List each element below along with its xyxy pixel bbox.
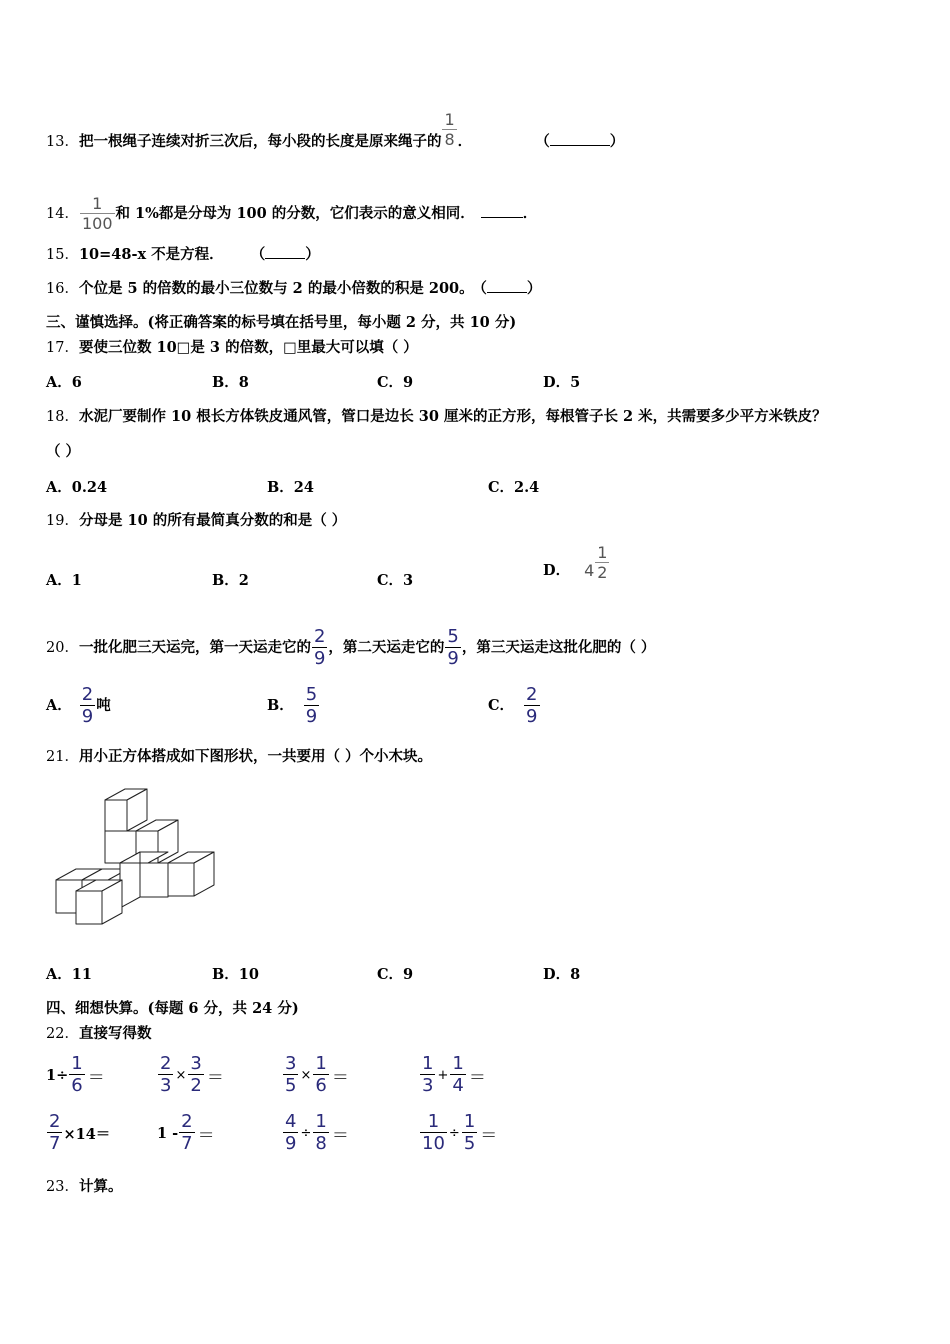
fraction-1-6: $\frac{1}{6}$	[71, 1053, 83, 1096]
cube-stack-figure	[50, 784, 225, 929]
question-text: 个位是 5 的倍数的最小三位数与 2 的最小倍数的积是 200。	[78, 280, 474, 297]
question-23	[46, 1177, 122, 1197]
calc-item[interactable]	[46, 1055, 105, 1095]
fraction-1-10: $\frac{1}{10}$	[422, 1111, 445, 1154]
question-number: 14．	[46, 206, 79, 222]
question-text: 分母是 10 的所有最简真分数的和是（ ）	[78, 512, 347, 529]
question-number: 20．	[46, 640, 79, 656]
fraction-1-4: $\frac{1}{4}$	[452, 1053, 464, 1096]
option-a[interactable]: A．11	[46, 966, 92, 983]
answer-blank[interactable]	[550, 133, 610, 146]
question-text: 要使三位数 10□是 3 的倍数，□里最大可以填（ ）	[78, 339, 418, 356]
fraction-5-9: $\frac{5}{9}$	[305, 684, 318, 727]
question-16	[46, 279, 541, 299]
fraction-5-9: $\frac{5}{9}$	[447, 626, 459, 669]
equals-sign: ＝	[87, 1067, 105, 1088]
question-number: 13．	[46, 134, 79, 150]
calc-item[interactable]	[419, 1055, 486, 1095]
option-c[interactable]: C．3	[377, 572, 414, 589]
option-c[interactable]: C． $\frac{2}{9}$	[488, 684, 538, 727]
option-c[interactable]: C．9	[377, 374, 414, 391]
calc-item[interactable]	[282, 1113, 349, 1153]
calc-item[interactable]	[282, 1055, 349, 1095]
mixed-whole: 4	[584, 561, 595, 580]
equals-sign: ＝	[468, 1067, 486, 1088]
section-3-heading: 三、谨慎选择。(将正确答案的标号填在括号里，每小题 2 分，共 10 分)	[46, 314, 517, 331]
question-number: 18．	[46, 409, 79, 425]
option-b[interactable]: B．8	[212, 374, 249, 391]
question-15	[46, 245, 320, 265]
option-a[interactable]: A．1	[46, 572, 82, 589]
fraction-2-7: $\frac{2}{7}$	[49, 1111, 61, 1154]
fraction-3-2: $\frac{3}{2}$	[190, 1053, 202, 1096]
question-21	[46, 747, 432, 767]
answer-bracket: （ ）	[535, 133, 625, 150]
section-4-heading: 四、细想快算。(每题 6 分，共 24 分)	[46, 1000, 299, 1017]
question-number: 15．	[46, 247, 79, 263]
question-22	[46, 1024, 151, 1044]
question-number: 16．	[46, 281, 79, 297]
answer-paren: （ ）	[46, 443, 81, 460]
answer-blank[interactable]	[265, 246, 305, 259]
question-text: 把一根绳子连续对折三次后，每小段的长度是原来绳子的	[78, 133, 442, 150]
answer-blank[interactable]	[481, 205, 523, 218]
option-a[interactable]: A．0.24	[46, 479, 108, 496]
fraction-1-2: $\frac{1}{2}$	[597, 543, 608, 582]
question-number: 17．	[46, 340, 79, 356]
calc-item[interactable]	[157, 1113, 215, 1153]
question-text: 直接写得数	[78, 1025, 152, 1042]
fraction-3-5: $\frac{3}{5}$	[285, 1053, 297, 1096]
equals-sign: ＝	[480, 1125, 498, 1146]
fraction-1-3: $\frac{1}{3}$	[422, 1053, 434, 1096]
question-text: 和 1%都是分母为 100 的分数，它们表示的意义相同．	[115, 205, 475, 222]
option-c[interactable]: C．2.4	[488, 479, 540, 496]
option-d[interactable]: D．8	[543, 966, 581, 983]
fraction-4-9: $\frac{4}{9}$	[285, 1111, 297, 1154]
cube-front	[76, 880, 122, 924]
question-number: 23．	[46, 1179, 79, 1195]
cube-top	[105, 789, 147, 831]
question-text: 10=48-x 不是方程．	[78, 246, 224, 263]
calc-operator: ×	[300, 1067, 312, 1083]
calc-operator: ×14＝	[63, 1125, 111, 1143]
fraction-2-9: $\frac{2}{9}$	[526, 684, 538, 727]
fraction-1-8: $\frac{1}{8}$	[444, 110, 455, 149]
option-b[interactable]: B．2	[212, 572, 249, 589]
option-b[interactable]: B．24	[267, 479, 314, 496]
fraction-1-6: $\frac{1}{6}$	[315, 1053, 327, 1096]
question-number: 22．	[46, 1026, 79, 1042]
calc-item[interactable]	[46, 1113, 110, 1153]
question-18	[46, 407, 827, 427]
fraction-1-100: $\frac{1}{100}$	[81, 194, 113, 233]
option-d[interactable]: D．5	[543, 374, 581, 391]
option-b[interactable]: B． $\frac{5}{9}$	[267, 684, 318, 727]
question-17	[46, 338, 418, 358]
calc-prefix: 1÷	[46, 1066, 69, 1084]
fraction-2-9: $\frac{2}{9}$	[313, 626, 326, 669]
fraction-2-3: $\frac{2}{3}$	[160, 1053, 172, 1096]
equals-sign: ＝	[331, 1067, 349, 1088]
option-c[interactable]: C．9	[377, 966, 414, 983]
option-b[interactable]: B．10	[212, 966, 259, 983]
answer-bracket: （ ）	[479, 280, 542, 297]
question-text: 用小正方体搭成如下图形状，一共要用（ ）个小木块。	[78, 748, 432, 765]
question-text: 计算。	[78, 1178, 123, 1195]
calc-item[interactable]	[157, 1055, 224, 1095]
question-14: 14． $\frac{1}{100}$ 和 1%都是分母为 100 的分数，它们表示的意义相同． ．	[46, 194, 538, 233]
fraction-2-9: $\frac{2}{9}$	[81, 684, 94, 727]
option-d[interactable]: D． 4 $\frac{1}{2}$	[543, 543, 608, 582]
calc-operator: ÷	[300, 1125, 312, 1141]
calc-prefix: 1 -	[157, 1124, 179, 1142]
question-text: 水泥厂要制作 10 根长方体铁皮通风管，管口是边长 30 厘米的正方形，每根管子长 2 米，共需要多少平方米铁皮？	[78, 408, 827, 425]
question-number: 19．	[46, 513, 79, 529]
calc-operator: ÷	[448, 1125, 460, 1141]
equals-sign: ＝	[197, 1125, 215, 1146]
calc-operator: +	[437, 1067, 449, 1083]
calc-item[interactable]	[419, 1113, 497, 1153]
answer-blank[interactable]	[487, 280, 527, 293]
question-20: 20． 一批化肥三天运完，第一天运走它的 $\frac{2}{9}$ ，第二天运走它的 $\frac{5}{9}$ ，第三天运走这批化肥的（ ）	[46, 626, 656, 669]
question-19	[46, 511, 346, 531]
equals-sign: ＝	[331, 1125, 349, 1146]
equals-sign: ＝	[206, 1067, 224, 1088]
calc-operator: ×	[175, 1067, 187, 1083]
option-a[interactable]: A． $\frac{2}{9}$ 吨	[46, 684, 111, 727]
fraction-1-5: $\frac{1}{5}$	[463, 1111, 476, 1154]
option-a[interactable]: A．6	[46, 374, 82, 391]
question-13: 13．把一根绳子连续对折三次后，每小段的长度是原来绳子的 $\frac{1}{8}$ ． （ ）	[46, 110, 625, 150]
fraction-2-7: $\frac{2}{7}$	[181, 1111, 193, 1154]
cube-bottom-far-right	[168, 852, 214, 896]
answer-bracket: （ ）	[250, 246, 320, 263]
fraction-1-8: $\frac{1}{8}$	[315, 1111, 327, 1154]
question-number: 21．	[46, 749, 79, 765]
